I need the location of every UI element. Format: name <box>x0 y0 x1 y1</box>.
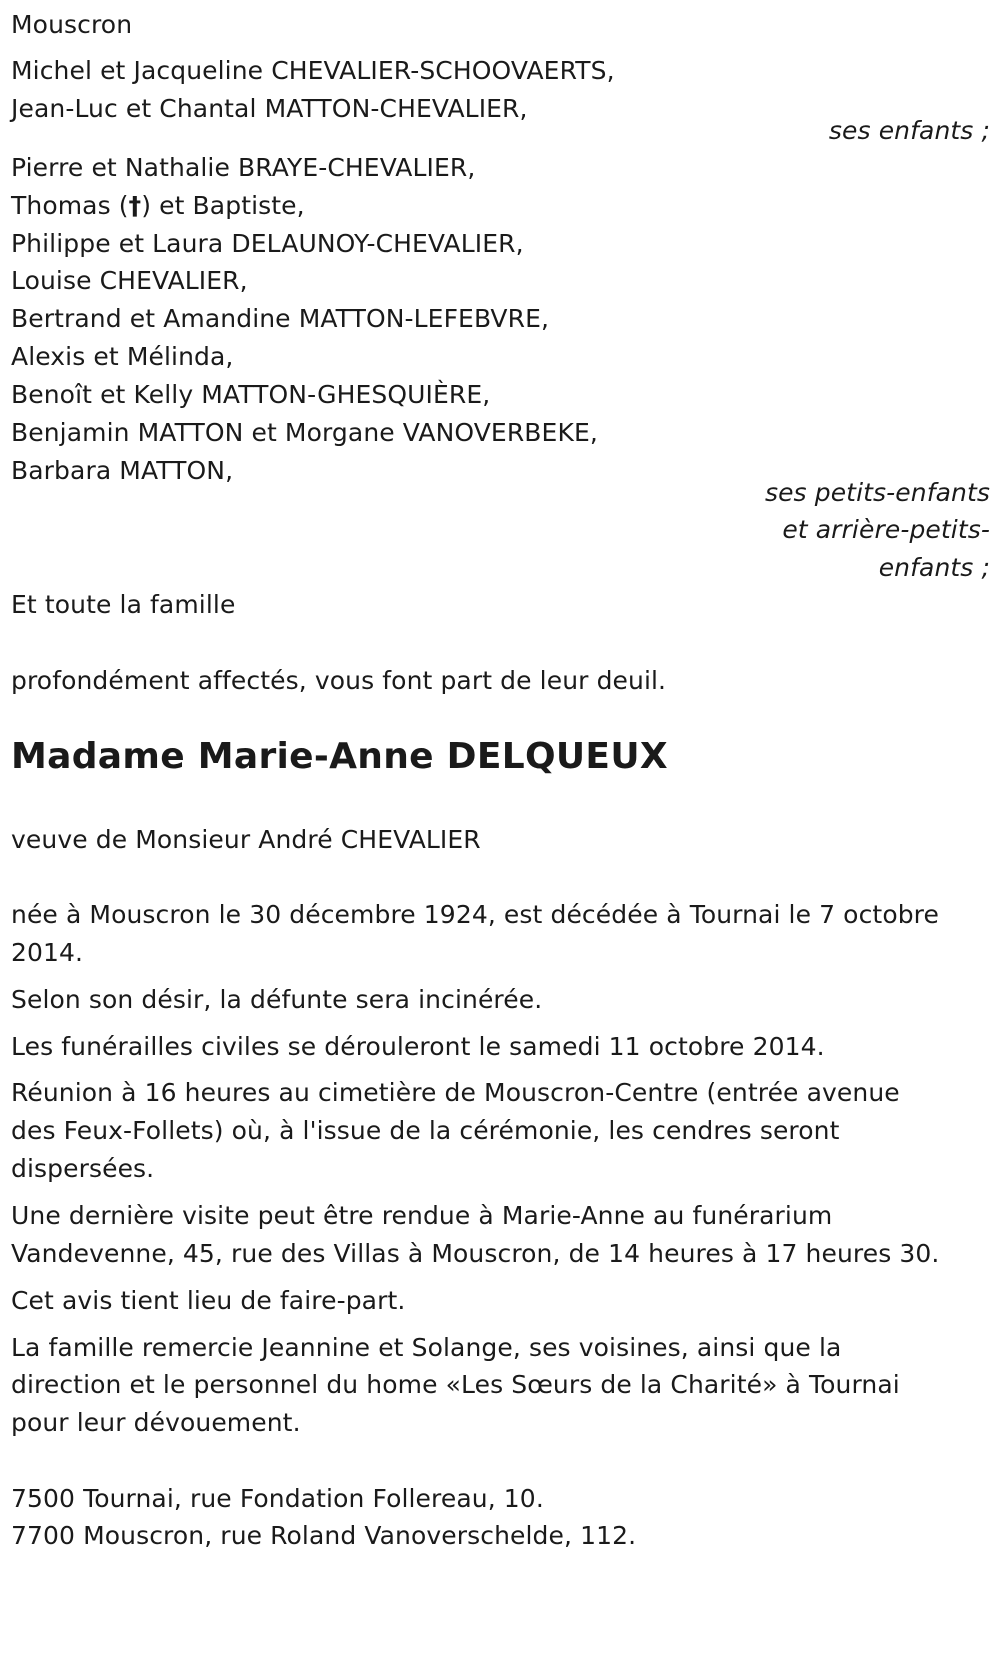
notice-line: Cet avis tient lieu de faire-part. <box>11 1286 406 1315</box>
grandchild-line: Louise CHEVALIER, <box>11 266 248 295</box>
grandchild-line: Benoît et Kelly MATTON-GHESQUIÈRE, <box>11 380 491 409</box>
widow-of: veuve de Monsieur André CHEVALIER <box>11 825 481 854</box>
reunion-line: des Feux-Follets) où, à l'issue de la cérémonie, les cendres seront <box>11 1116 840 1145</box>
reunion-line: Réunion à 16 heures au cimetière de Mouscron-Centre (entrée avenue <box>11 1078 900 1107</box>
grandchild-line-thomas <box>11 191 305 221</box>
birth-death-line: 2014. <box>11 938 84 967</box>
location: Mouscron <box>11 10 133 39</box>
grandchild-line: Philippe et Laura DELAUNOY-CHEVALIER, <box>11 229 524 258</box>
visit-line: Vandevenne, 45, rue des Villas à Mouscron, de 14 heures à 17 heures 30. <box>11 1239 940 1268</box>
thanks-line: pour leur dévouement. <box>11 1408 301 1437</box>
children-line: Jean-Luc et Chantal MATTON-CHEVALIER, <box>11 94 528 123</box>
deceased-name: Madame Marie-Anne DELQUEUX <box>11 736 668 777</box>
reunion-line: dispersées. <box>11 1154 155 1183</box>
address-line: 7500 Tournai, rue Fondation Follereau, 10. <box>11 1484 544 1513</box>
thanks-line: La famille remercie Jeannine et Solange, ses voisines, ainsi que la <box>11 1333 842 1362</box>
affected-line: profondément affectés, vous font part de leur deuil. <box>11 666 667 695</box>
thomas-after: ) et Baptiste, <box>141 191 305 220</box>
address-line: 7700 Mouscron, rue Roland Vanoverschelde, 112. <box>11 1521 637 1550</box>
grandchildren-label: enfants ; <box>878 553 990 582</box>
thanks-line: direction et le personnel du home «Les Sœurs de la Charité» à Tournai <box>11 1370 900 1399</box>
grandchildren-label: et arrière-petits- <box>782 515 990 544</box>
cremation-line: Selon son désir, la défunte sera incinérée. <box>11 985 543 1014</box>
funeral-line: Les funérailles civiles se dérouleront le samedi 11 octobre 2014. <box>11 1032 825 1061</box>
grandchild-line: Alexis et Mélinda, <box>11 342 234 371</box>
cross-icon: † <box>128 191 142 220</box>
grandchildren-label: ses petits-enfants <box>764 478 990 507</box>
children-line: Michel et Jacqueline CHEVALIER-SCHOOVAERTS, <box>11 56 615 85</box>
visit-line: Une dernière visite peut être rendue à Marie-Anne au funérarium <box>11 1201 833 1230</box>
family-line: Et toute la famille <box>11 590 236 619</box>
birth-death-line: née à Mouscron le 30 décembre 1924, est décédée à Tournai le 7 octobre <box>11 900 939 929</box>
grandchild-line: Pierre et Nathalie BRAYE-CHEVALIER, <box>11 153 476 182</box>
thomas-before: Thomas ( <box>11 191 129 220</box>
grandchild-line: Barbara MATTON, <box>11 456 234 485</box>
grandchild-line: Benjamin MATTON et Morgane VANOVERBEKE, <box>11 418 598 447</box>
grandchild-line: Bertrand et Amandine MATTON-LEFEBVRE, <box>11 304 550 333</box>
children-label: ses enfants ; <box>828 116 990 145</box>
